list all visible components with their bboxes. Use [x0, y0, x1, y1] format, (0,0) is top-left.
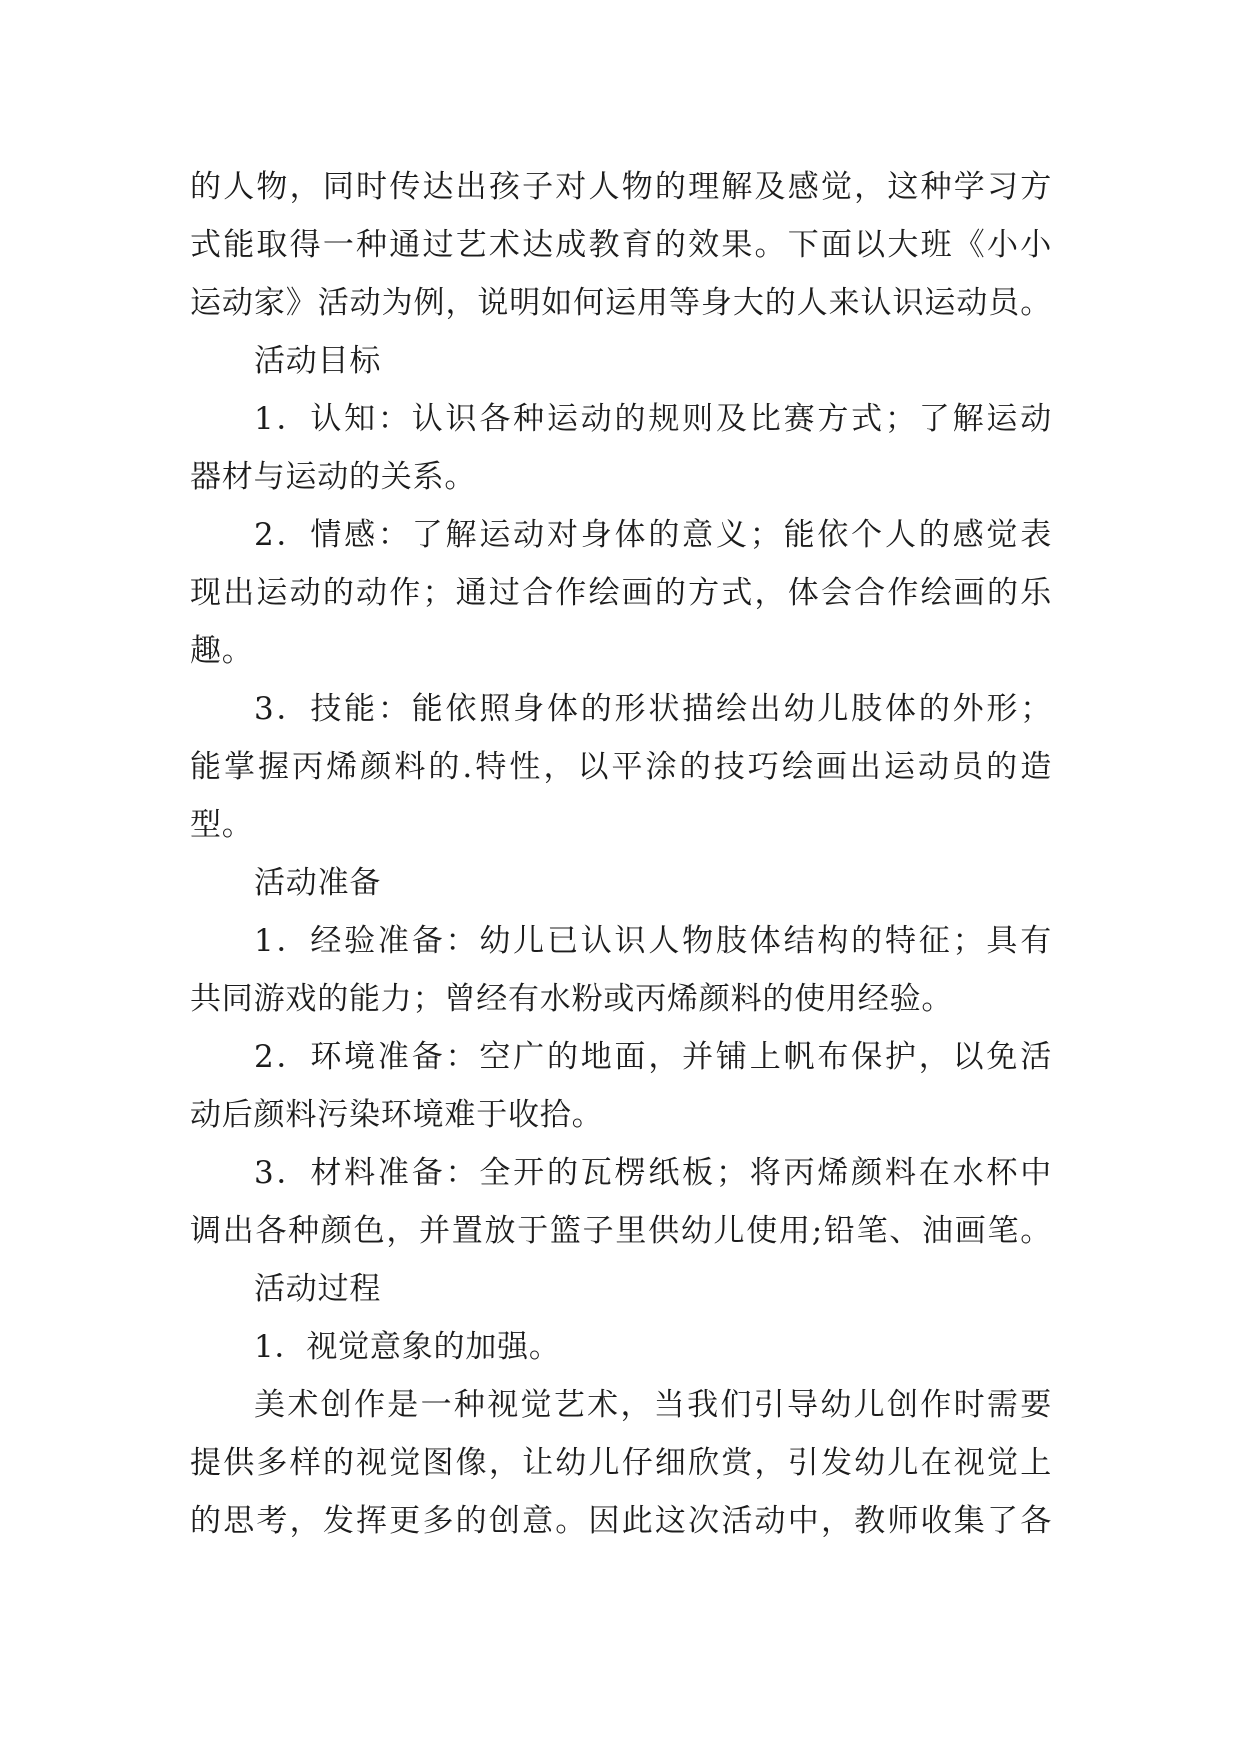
text-line: 2．情感：了解运动对身体的意义；能依个人的感觉表	[254, 517, 1052, 553]
text-line: 调出各种颜色，并置放于篮子里供幼儿使用;铅笔、油画笔。	[190, 1213, 1052, 1249]
text-line: 现出运动的动作；通过合作绘画的方式，体会合作绘画的乐	[190, 575, 1052, 611]
text-line: 共同游戏的能力；曾经有水粉或丙烯颜料的使用经验。	[190, 981, 954, 1017]
text-line: 型。	[190, 807, 254, 843]
text-line: 运动家》活动为例，说明如何运用等身大的人来认识运动员。	[190, 285, 1052, 321]
text-line: 美术创作是一种视觉艺术，当我们引导幼儿创作时需要	[254, 1387, 1052, 1423]
section-heading: 活动目标	[254, 343, 382, 379]
text-line: 趣。	[190, 633, 254, 669]
text-line: 器材与运动的关系。	[190, 459, 477, 495]
text-line: 能掌握丙烯颜料的.特性，以平涂的技巧绘画出运动员的造	[190, 749, 1052, 785]
text-line: 1．经验准备：幼儿已认识人物肢体结构的特征；具有	[254, 923, 1052, 959]
text-line: 3．材料准备：全开的瓦楞纸板；将丙烯颜料在水杯中	[254, 1155, 1052, 1191]
text-line: 1．视觉意象的加强。	[254, 1329, 561, 1365]
section-heading: 活动过程	[254, 1271, 382, 1307]
text-line: 动后颜料污染环境难于收拾。	[190, 1097, 604, 1133]
text-line: 3．技能：能依照身体的形状描绘出幼儿肢体的外形；	[254, 691, 1052, 727]
text-line: 式能取得一种通过艺术达成教育的效果。下面以大班《小小	[190, 227, 1052, 263]
document-body	[190, 158, 1052, 1550]
text-line: 提供多样的视觉图像，让幼儿仔细欣赏，引发幼儿在视觉上	[190, 1445, 1052, 1481]
text-line: 的人物，同时传达出孩子对人物的理解及感觉，这种学习方	[190, 169, 1052, 205]
text-line: 1．认知：认识各种运动的规则及比赛方式；了解运动	[254, 401, 1052, 437]
text-line: 的思考，发挥更多的创意。因此这次活动中，教师收集了各	[190, 1503, 1052, 1539]
section-heading: 活动准备	[254, 865, 382, 901]
text-line: 2．环境准备：空广的地面，并铺上帆布保护，以免活	[254, 1039, 1052, 1075]
